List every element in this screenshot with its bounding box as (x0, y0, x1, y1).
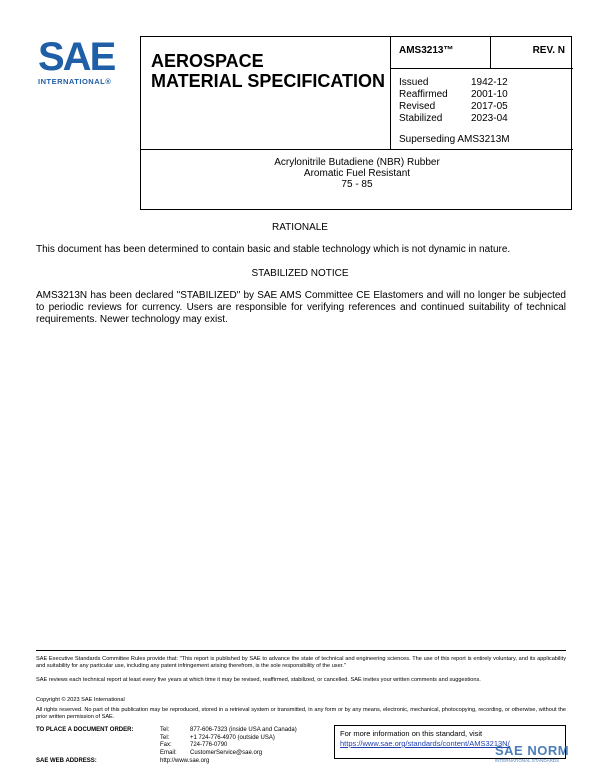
stabilized-text: AMS3213N has been declared "STABILIZED" by SAE AMS Committee CE Elastomers and will no longer be subjected to periodic reviews for currency. Users are responsible for verifying references and continued suitability of technical requirements. Newer technology may exist. (36, 290, 566, 325)
order-label: TO PLACE A DOCUMENT ORDER: (36, 727, 134, 733)
contact-email-link[interactable]: CustomerService@sae.org (190, 749, 263, 756)
contact-row (36, 742, 326, 750)
superseding: Superseding AMS3213M (399, 134, 510, 145)
date-label: Revised (399, 101, 436, 112)
date-label: Reaffirmed (399, 89, 448, 100)
info-line: For more information on this standard, visit (340, 729, 483, 738)
subject-line-1: Acrylonitrile Butadiene (NBR) Rubber (274, 157, 440, 168)
footer-divider (36, 650, 566, 651)
stabilized-heading: STABILIZED NOTICE (251, 268, 349, 279)
web-link[interactable]: http://www.sae.org (160, 758, 210, 764)
date-value: 2001-10 (471, 89, 508, 100)
contact-row (36, 750, 326, 758)
review-text: SAE reviews each technical report at least every five years at which time it may be revised, reaffirmed, stabilized, or cancelled. SAE invites your written comments and suggestions. (36, 677, 481, 683)
copyright: Copyright © 2023 SAE International (36, 697, 125, 703)
date-value: 1942-12 (471, 77, 508, 88)
contact-value: 724-776-0790 (190, 742, 228, 748)
logo-brand: SAE (38, 35, 115, 79)
info-url-link[interactable]: https://www.sae.org/standards/content/AMS3213N/ (340, 739, 510, 748)
contact-row (36, 735, 326, 743)
watermark-subtitle: INTERNATIONAL STANDARDS (495, 758, 560, 763)
contact-label: Tel: (160, 734, 170, 741)
rules-text: SAE Executive Standards Committee Rules provide that: "This report is published by SAE to advance the state of technical and engineering sciences. The use of this report is entirely voluntary, and its applicability and suitability for any particular use, including any patent infringement arising therefrom, is the sole responsibility of the user." (36, 656, 566, 669)
date-row-issued (399, 77, 569, 89)
contact-label: Fax: (160, 742, 172, 748)
web-label: SAE WEB ADDRESS: (36, 758, 97, 764)
spec-header (140, 36, 572, 210)
date-label: Stabilized (399, 113, 443, 124)
date-row-stabilized (399, 113, 569, 125)
watermark (495, 743, 585, 773)
rationale-heading: RATIONALE (272, 222, 328, 233)
header-divider (141, 149, 573, 150)
logo-subtitle: INTERNATIONAL® (38, 77, 112, 86)
title-line-2: MATERIAL SPECIFICATION (151, 71, 385, 91)
rationale-text: This document has been determined to contain basic and stable technology which is not dynamic in nature. (36, 244, 511, 255)
order-contacts (36, 727, 326, 757)
subject-line-3: 75 - 85 (341, 179, 373, 190)
date-value: 2023-04 (471, 113, 508, 124)
spec-subject (141, 157, 573, 190)
rights-text: All rights reserved. No part of this publication may be reproduced, stored in a retrieval system or transmitted, in any form or by any means, electronic, mechanical, photocopying, recording, or otherwise, without the prior written permission of SAE. (36, 707, 566, 720)
subject-line-2: Aromatic Fuel Resistant (303, 168, 411, 179)
sae-logo (38, 37, 128, 87)
spec-title (141, 37, 391, 149)
contact-value: +1 724-776-4970 (outside USA) (190, 734, 275, 741)
date-row-revised (399, 101, 569, 113)
date-row-reaffirmed (399, 89, 569, 101)
title-line-1: AEROSPACE (151, 51, 264, 71)
contact-label: Email: (160, 749, 177, 756)
doc-number: AMS3213™ (391, 37, 491, 69)
date-value: 2017-05 (471, 101, 508, 112)
contact-row (36, 727, 326, 735)
contact-label: Tel: (160, 727, 170, 733)
date-table (399, 77, 569, 125)
contact-value: 877-606-7323 (inside USA and Canada) (190, 727, 297, 733)
revision: REV. N (491, 37, 573, 69)
date-label: Issued (399, 77, 429, 88)
watermark-title: SAE NORM (495, 743, 570, 758)
